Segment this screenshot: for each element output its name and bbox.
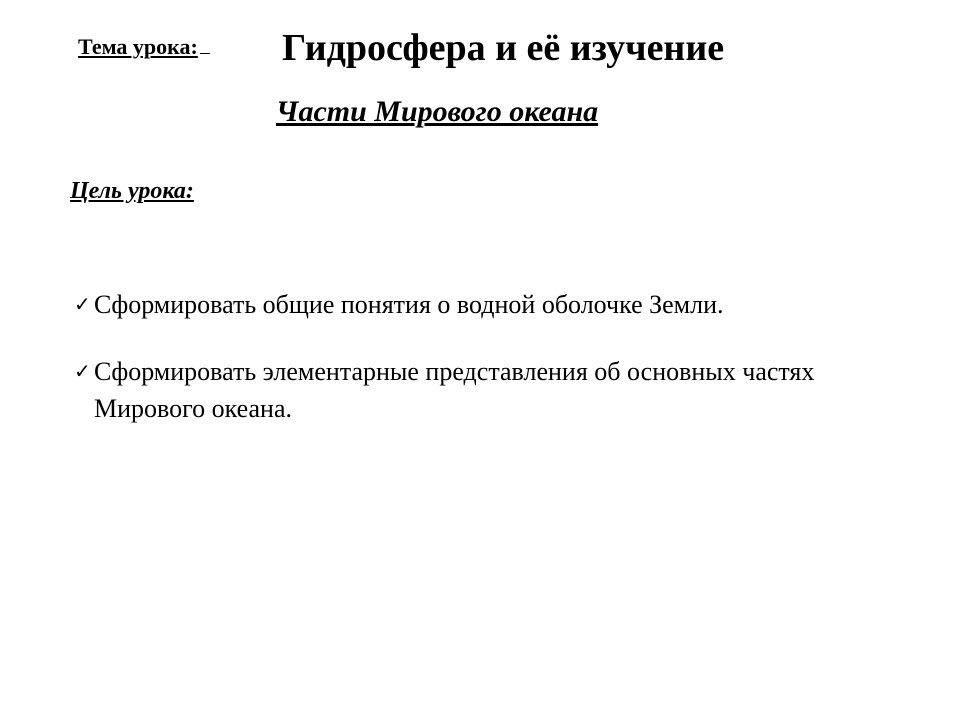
goal-text: Сформировать элементарные представления об основных частях Мирового океана.	[94, 357, 815, 423]
topic-label	[78, 34, 210, 60]
goal-item	[74, 353, 914, 427]
goal-text: Сформировать общие понятия о водной оболочке Земли.	[94, 290, 724, 319]
topic-label-text: Тема урока:	[78, 34, 198, 59]
lesson-title: Гидросфера и её изучение	[282, 27, 725, 69]
goal-item	[74, 286, 914, 323]
goal-label: Цель урока:	[70, 178, 194, 204]
topic-label-underline	[200, 35, 210, 54]
goal-list	[74, 286, 914, 457]
lesson-subtitle: Части Мирового океана	[276, 95, 599, 128]
check-icon: ✓	[74, 292, 91, 316]
check-icon: ✓	[74, 359, 91, 383]
